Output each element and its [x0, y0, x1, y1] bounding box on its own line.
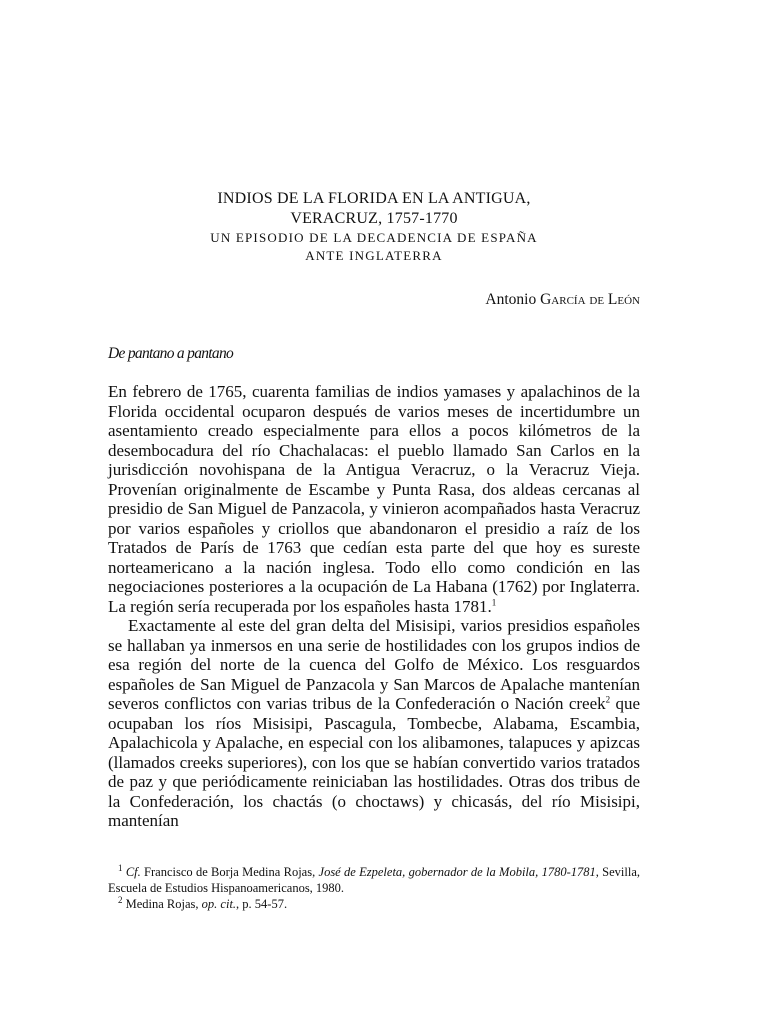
footnote-1-text-a: Francisco de Borja Medina Rojas, — [140, 865, 319, 879]
paragraph-2-text-a: Exactamente al este del gran delta del Misisipi, varios presidios españoles se hallaban ya inmersos en una serie de hostilidades con los grupos indios de esa región del norte de la cuenca del Golfo de México. Los resguardos españoles de San Miguel de Panzacola y San Marcos de Apalache mantenían severos conflictos con varias tribus de la Confederación o Nación creek — [108, 616, 640, 713]
paragraph-1-text: En febrero de 1765, cuarenta familias de indios yamases y apalachinos de la Florida occidental ocuparon después de varios meses de incertidumbre un asentamiento creado especialmente para ellos a pocos kilómetros de la desembocadura del río Chachalacas: el pueblo llamado San Carlos en la jurisdicción novohispana de la Antigua Veracruz, o la Veracruz Vieja. Provenían originalmente de Escambe y Punta Rasa, dos aldeas cercanas al presidio de San Miguel de Panzacola, y vinieron acompañados hasta Veracruz por varios españoles y criollos que abandonaron el presidio a raíz de los Tratados de París de 1763 que cedían esta parte del que hoy es sureste norteamericano a la nación inglesa. Todo ello como condición en las negociaciones posteriores a la ocupación de La Habana (1762) por Inglaterra. La región sería recuperada por los españoles hasta 1781. — [108, 382, 640, 616]
author-first-name: Antonio — [485, 291, 537, 308]
footnote-1-cf: Cf. — [125, 865, 141, 879]
footnote-1 — [108, 864, 640, 896]
footnote-1-title: José de Ezpeleta, gobernador de la Mobila, 1780-1781 — [318, 865, 596, 879]
paragraph-1 — [108, 382, 640, 616]
footnote-2-mark: 2 — [118, 894, 123, 905]
footnote-2 — [108, 896, 640, 912]
footnote-1-mark: 1 — [118, 862, 123, 873]
title-line-2: VERACRUZ, 1757-1770 — [290, 210, 458, 227]
body-text — [108, 382, 640, 831]
footnotes — [108, 864, 640, 912]
footnote-2-text-a: Medina Rojas, — [122, 897, 202, 911]
footnote-1-text-b: , Sevilla, Escuela de Estudios Hispanoamericanos, 1980. — [108, 865, 641, 895]
section-heading: De pantano a pantano — [108, 345, 234, 362]
footnote-ref-2: 2 — [605, 694, 611, 705]
footnote-2-text-b: , p. 54-57. — [236, 897, 288, 911]
paragraph-2 — [108, 616, 640, 831]
footnote-2-opcit: op. cit. — [201, 897, 237, 911]
paragraph-2-text-b: que ocupaban los ríos Misisipi, Pascagula, Tombecbe, Alabama, Escambia, Apalachicola y Apalache, en especial con los alibamones, talapuces y apizcas (llamados creeks superiores), con los que se habían convertido varios tratados de paz y que periódicamente reiniciaban las hostilidades. Otras dos tribus de la Confederación, los chactás (o choctaws) y chicasás, del río Misisipi, mantenían — [108, 694, 641, 830]
footnote-ref-1: 1 — [491, 596, 497, 607]
title-block — [108, 189, 640, 265]
title-line-1: INDIOS DE LA FLORIDA EN LA ANTIGUA, — [217, 190, 531, 207]
subtitle-line-2: ANTE INGLATERRA — [305, 248, 443, 263]
author-last-name: García de León — [540, 291, 640, 308]
subtitle-line-1: UN EPISODIO DE LA DECADENCIA DE ESPAÑA — [210, 230, 538, 245]
author — [485, 290, 640, 310]
